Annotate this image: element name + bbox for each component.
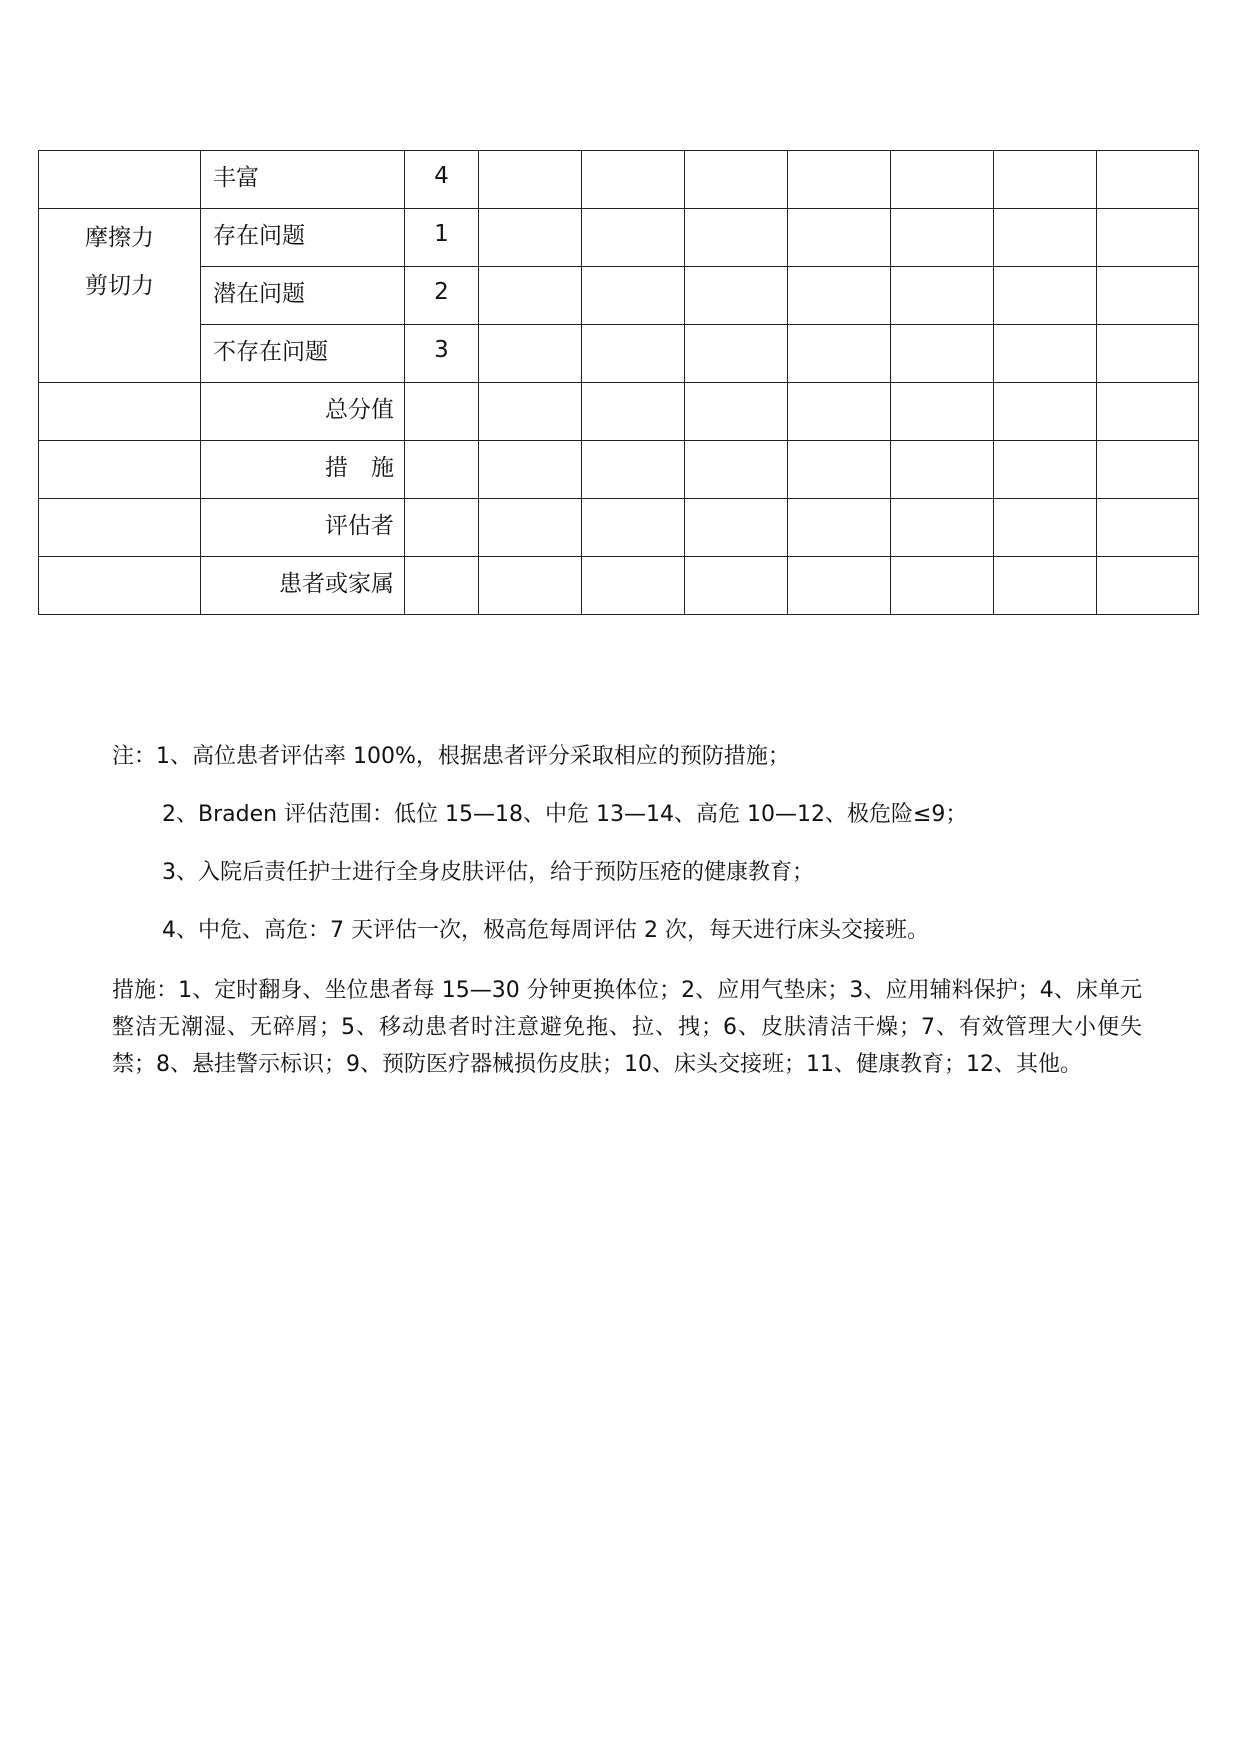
measures-paragraph: 措施：1、定时翻身、坐位患者每 15—30 分钟更换体位；2、应用气垫床；3、应用辅料保护；4、床单元整洁无潮湿、无碎屑；5、移动患者时注意避免拖、拉、拽；6、皮肤清洁干燥；7、有效管理大小便失禁；8、悬挂警示标识；9、预防医疗器械损伤皮肤；10、床头交接班；11、健康教育；12、其他。 — [112, 978, 1142, 1077]
entry-cell[interactable] — [1097, 267, 1199, 325]
patient-or-family-label: 患者或家属 — [201, 557, 405, 615]
entry-cell[interactable] — [405, 557, 479, 615]
entry-cell[interactable] — [582, 557, 685, 615]
entry-cell[interactable] — [1097, 209, 1199, 267]
notes-section — [112, 738, 1142, 1105]
blank-cell — [39, 557, 201, 615]
item-cell: 存在问题 — [201, 209, 405, 267]
entry-cell[interactable] — [479, 325, 582, 383]
entry-cell[interactable] — [1097, 383, 1199, 441]
braden-assessment-table — [38, 150, 1199, 615]
entry-cell[interactable] — [1097, 499, 1199, 557]
entry-cell[interactable] — [479, 441, 582, 499]
entry-cell[interactable] — [685, 557, 788, 615]
entry-cell[interactable] — [582, 209, 685, 267]
entry-cell[interactable] — [685, 325, 788, 383]
blank-cell — [39, 441, 201, 499]
score-cell: 4 — [405, 151, 479, 209]
entry-cell[interactable] — [891, 267, 994, 325]
entry-cell[interactable] — [582, 325, 685, 383]
entry-cell[interactable] — [479, 557, 582, 615]
entry-cell[interactable] — [891, 383, 994, 441]
note-3: 3、入院后责任护士进行全身皮肤评估，给于预防压疮的健康教育； — [162, 860, 814, 885]
entry-cell[interactable] — [405, 383, 479, 441]
entry-cell[interactable] — [994, 325, 1097, 383]
table-row — [39, 383, 1199, 441]
entry-cell[interactable] — [685, 267, 788, 325]
entry-cell[interactable] — [1097, 151, 1199, 209]
entry-cell[interactable] — [685, 383, 788, 441]
entry-cell[interactable] — [891, 499, 994, 557]
note-2: 2、Braden 评估范围：低位 15—18、中危 13—14、高危 10—12、极危险≤9； — [162, 802, 968, 827]
entry-cell[interactable] — [994, 267, 1097, 325]
entry-cell[interactable] — [788, 209, 891, 267]
entry-cell[interactable] — [479, 499, 582, 557]
entry-cell[interactable] — [405, 441, 479, 499]
score-cell: 1 — [405, 209, 479, 267]
entry-cell[interactable] — [685, 151, 788, 209]
entry-cell[interactable] — [582, 499, 685, 557]
entry-cell[interactable] — [582, 383, 685, 441]
entry-cell[interactable] — [788, 557, 891, 615]
entry-cell[interactable] — [479, 383, 582, 441]
entry-cell[interactable] — [685, 209, 788, 267]
category-label: 剪切力 — [85, 273, 154, 299]
entry-cell[interactable] — [788, 499, 891, 557]
entry-cell[interactable] — [994, 383, 1097, 441]
note-4: 4、中危、高危：7 天评估一次，极高危每周评估 2 次，每天进行床头交接班。 — [162, 918, 929, 943]
entry-cell[interactable] — [994, 499, 1097, 557]
score-cell: 2 — [405, 267, 479, 325]
table-row — [39, 557, 1199, 615]
entry-cell[interactable] — [582, 151, 685, 209]
entry-cell[interactable] — [582, 441, 685, 499]
entry-cell[interactable] — [788, 267, 891, 325]
table-row — [39, 267, 1199, 325]
category-label: 摩擦力 — [85, 225, 154, 251]
entry-cell[interactable] — [891, 151, 994, 209]
entry-cell[interactable] — [479, 209, 582, 267]
entry-cell[interactable] — [788, 383, 891, 441]
item-cell: 丰富 — [201, 151, 405, 209]
assessor-label: 评估者 — [201, 499, 405, 557]
total-score-label: 总分值 — [201, 383, 405, 441]
entry-cell[interactable] — [891, 441, 994, 499]
category-cell-friction — [39, 209, 201, 383]
entry-cell[interactable] — [891, 209, 994, 267]
entry-cell[interactable] — [788, 441, 891, 499]
entry-cell[interactable] — [994, 151, 1097, 209]
blank-cell — [39, 499, 201, 557]
item-cell: 不存在问题 — [201, 325, 405, 383]
entry-cell[interactable] — [994, 557, 1097, 615]
table-row — [39, 441, 1199, 499]
entry-cell[interactable] — [1097, 325, 1199, 383]
table-row — [39, 499, 1199, 557]
entry-cell[interactable] — [994, 441, 1097, 499]
entry-cell[interactable] — [891, 325, 994, 383]
entry-cell[interactable] — [788, 325, 891, 383]
entry-cell[interactable] — [994, 209, 1097, 267]
category-cell — [39, 151, 201, 209]
table-row — [39, 151, 1199, 209]
entry-cell[interactable] — [1097, 441, 1199, 499]
table-row — [39, 209, 1199, 267]
measures-label: 措 施 — [201, 441, 405, 499]
score-cell: 3 — [405, 325, 479, 383]
entry-cell[interactable] — [788, 151, 891, 209]
entry-cell[interactable] — [582, 267, 685, 325]
entry-cell[interactable] — [479, 151, 582, 209]
item-cell: 潜在问题 — [201, 267, 405, 325]
note-1: 注：1、高位患者评估率 100%，根据患者评分采取相应的预防措施； — [112, 744, 790, 769]
entry-cell[interactable] — [479, 267, 582, 325]
entry-cell[interactable] — [891, 557, 994, 615]
blank-cell — [39, 383, 201, 441]
entry-cell[interactable] — [1097, 557, 1199, 615]
entry-cell[interactable] — [685, 441, 788, 499]
entry-cell[interactable] — [405, 499, 479, 557]
table-row — [39, 325, 1199, 383]
entry-cell[interactable] — [685, 499, 788, 557]
